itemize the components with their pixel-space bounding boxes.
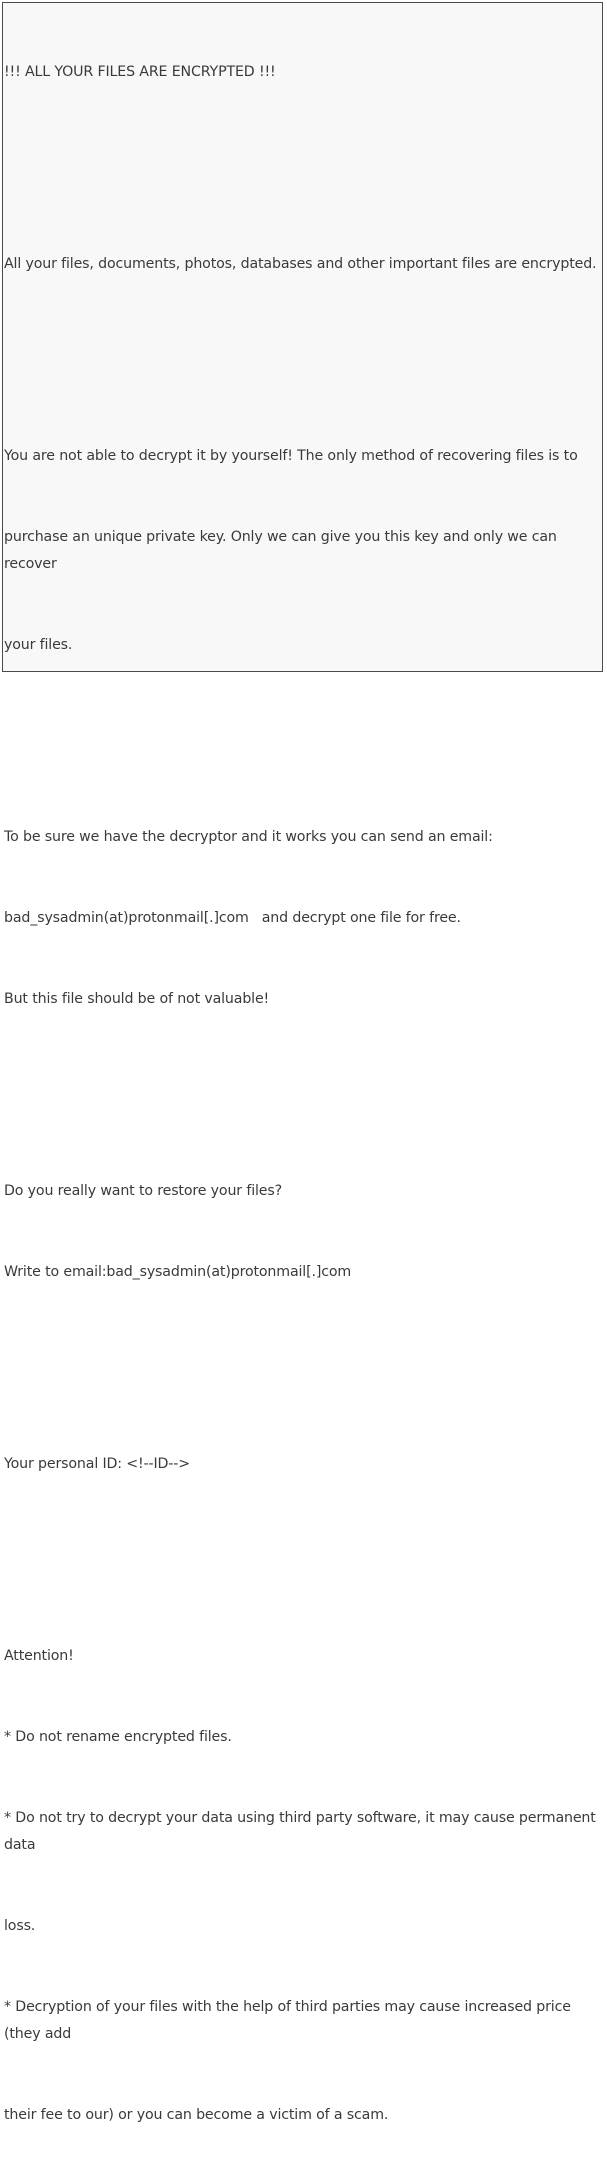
ransom-note-window bbox=[2, 2, 603, 2123]
paragraph-line: purchase an unique private key. Only we can give you this key and only we can recover bbox=[4, 529, 562, 572]
note-title: !!! ALL YOUR FILES ARE ENCRYPTED !!! bbox=[4, 64, 276, 80]
paragraph-line: You are not able to decrypt it by yourself! The only method of recovering files is to bbox=[4, 448, 578, 464]
spacer bbox=[4, 1340, 602, 1370]
contact-email-line: bad_sysadmin(at)protonmail[.]com and decrypt one file for free. bbox=[4, 910, 461, 926]
contact-email-line: Write to email:bad_sysadmin(at)protonmail[.]com bbox=[4, 1264, 352, 1280]
paragraph-line: To be sure we have the decryptor and it works you can send an email: bbox=[4, 829, 493, 845]
spacer bbox=[4, 1532, 602, 1562]
spacer bbox=[4, 713, 602, 743]
spacer bbox=[4, 140, 602, 170]
attention-item: their fee to our) or you can become a victim of a scam. bbox=[4, 2107, 389, 2123]
paragraph-line: your files. bbox=[4, 637, 73, 653]
attention-item: * Do not rename encrypted files. bbox=[4, 1729, 232, 1745]
attention-heading: Attention! bbox=[4, 1648, 74, 1664]
paragraph-line: Do you really want to restore your files? bbox=[4, 1183, 282, 1199]
note-intro: All your files, documents, photos, databases and other important files are encrypted. bbox=[4, 256, 597, 272]
spacer bbox=[4, 1067, 602, 1097]
paragraph-line: But this file should be of not valuable! bbox=[4, 991, 270, 1007]
attention-item: * Decryption of your files with the help of third parties may cause increased price (they add bbox=[4, 1999, 576, 2042]
attention-item: * Do not try to decrypt your data using third party software, it may cause permanent data bbox=[4, 1810, 601, 1853]
personal-id: Your personal ID: <!--ID--> bbox=[4, 1456, 190, 1472]
ransom-note-text bbox=[3, 3, 602, 2183]
attention-item: loss. bbox=[4, 1918, 36, 1934]
spacer bbox=[4, 332, 602, 362]
